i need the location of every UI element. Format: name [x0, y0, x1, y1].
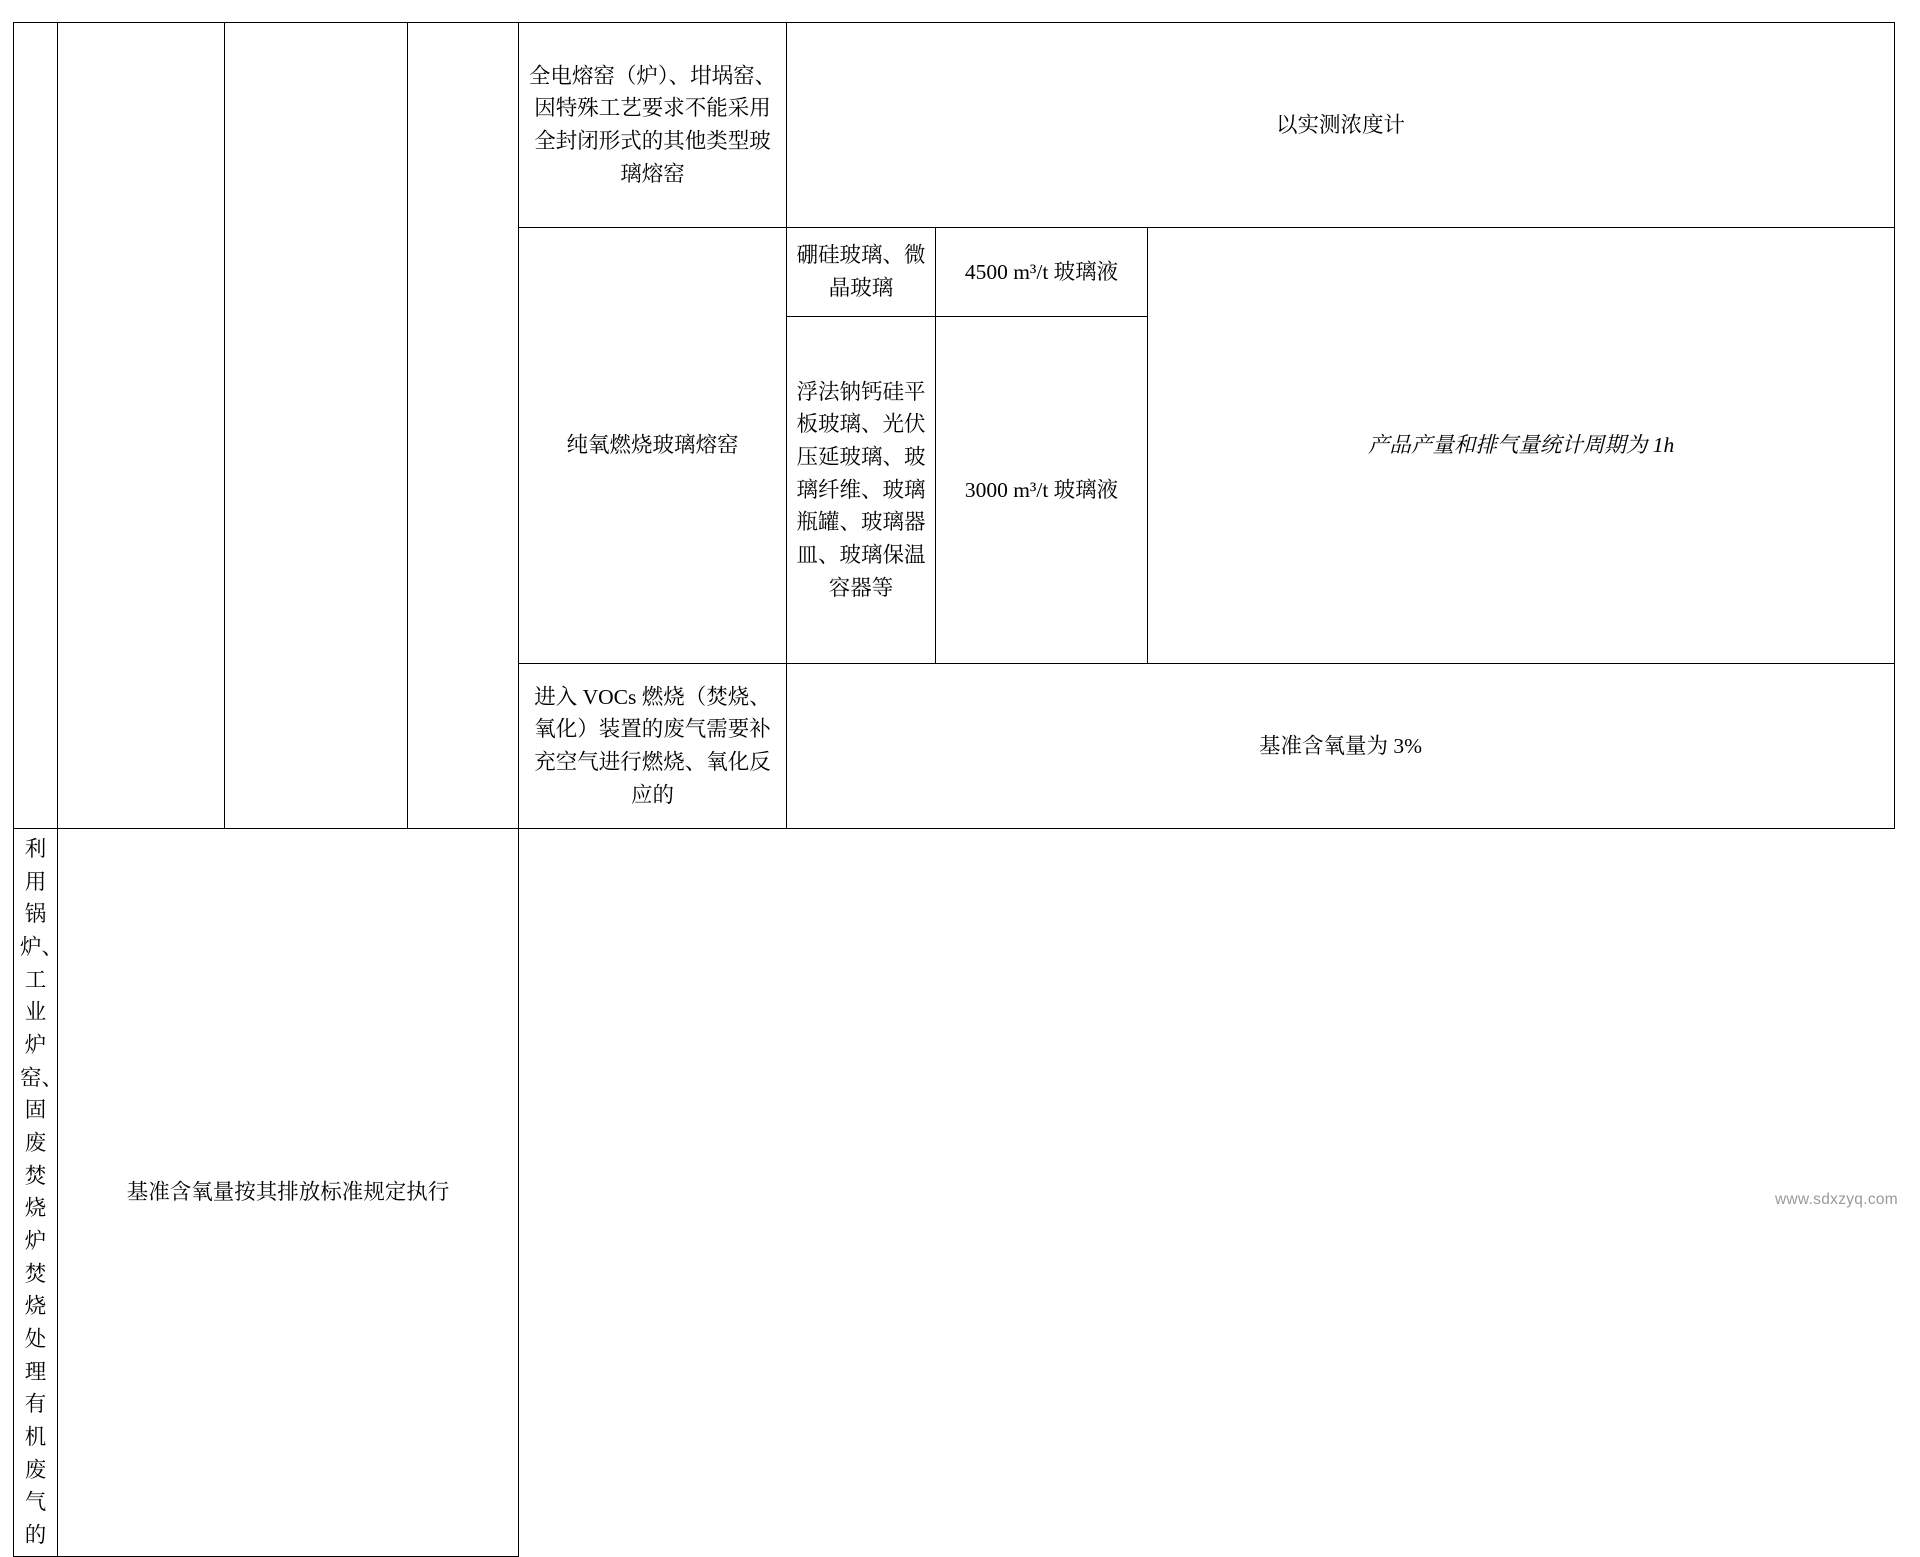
cell-glass-category-1: 硼硅玻璃、微晶玻璃 [787, 228, 936, 317]
cell-glass-limit-1: 4500 m³/t 玻璃液 [936, 228, 1148, 317]
table-row [14, 23, 1895, 228]
cell-statistics-period-note: 产品产量和排气量统计周期为 1h [1148, 228, 1895, 664]
cell-col4-empty [408, 23, 519, 829]
cell-oxygen-reference-3pct: 基准含氧量为 3% [787, 664, 1895, 829]
site-watermark: www.sdxzyq.com [1774, 1191, 1898, 1208]
table-row [14, 829, 1895, 1557]
cell-boiler-kiln-condition: 利用锅炉、 工业炉窑、固废焚烧炉焚烧处理有机废气的 [14, 829, 58, 1557]
cell-furnace-type-1: 全电熔窑（炉）、坩埚窑、因特殊工艺要求不能采用全封闭形式的其他类型玻璃熔窑 [519, 23, 787, 228]
standards-table [13, 22, 1895, 1557]
cell-oxygen-reference-standard: 基准含氧量按其排放标准规定执行 [58, 829, 519, 1557]
cell-col3-empty [225, 23, 408, 829]
cell-vocs-incineration-condition: 进入 VOCs 燃烧（焚烧、氧化）装置的废气需要补充空气进行燃烧、氧化反应的 [519, 664, 787, 829]
cell-glass-limit-2: 3000 m³/t 玻璃液 [936, 317, 1148, 664]
cell-col1-empty [14, 23, 58, 829]
cell-furnace-type-2: 纯氧燃烧玻璃熔窑 [519, 228, 787, 664]
cell-col2-empty [58, 23, 225, 829]
cell-glass-category-2: 浮法钠钙硅平板玻璃、光伏压延玻璃、玻璃纤维、玻璃瓶罐、玻璃器皿、玻璃保温容器等 [787, 317, 936, 664]
cell-measured-concentration-note: 以实测浓度计 [787, 23, 1895, 228]
